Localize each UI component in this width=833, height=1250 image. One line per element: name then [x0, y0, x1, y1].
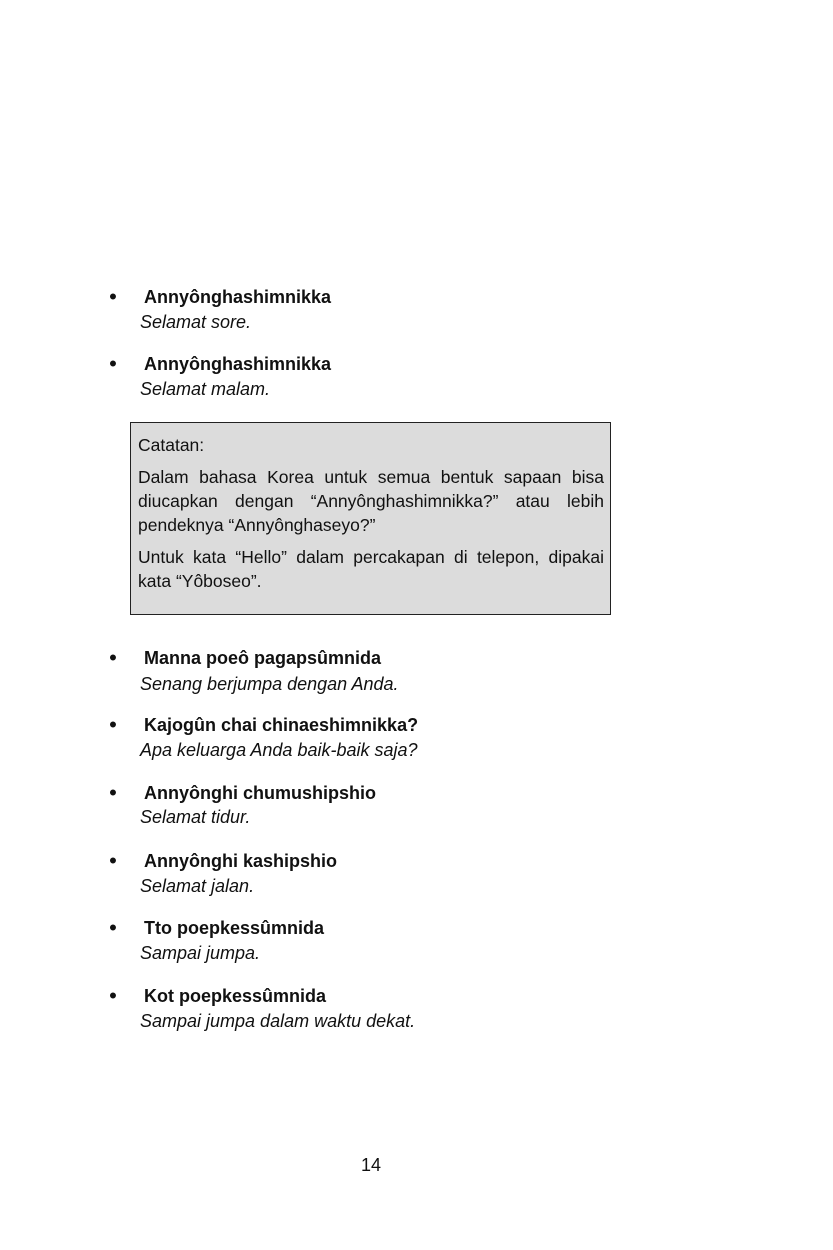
note-paragraph: Dalam bahasa Korea untuk semua bentuk sapaan bisa diucapkan dengan “Annyônghashimnikka?” atau lebih pendeknya “Annyônghaseyo?” [138, 467, 604, 535]
bullet-icon: • [109, 284, 117, 309]
note-box [130, 422, 611, 615]
bullet-icon: • [109, 780, 117, 805]
bullet-icon: • [109, 351, 117, 376]
korean-phrase: Kajogûn chai chinaeshimnikka? [144, 715, 419, 735]
korean-phrase: Manna poeô pagapsûmnida [144, 648, 382, 668]
bullet-icon: • [109, 848, 117, 873]
indonesian-translation: Apa keluarga Anda baik-baik saja? [140, 740, 418, 760]
page-number: 14 [360, 1155, 382, 1175]
bullet-icon: • [109, 712, 117, 737]
korean-phrase: Annyônghashimnikka [144, 287, 332, 307]
korean-phrase: Kot poepkessûmnida [144, 986, 327, 1006]
korean-phrase: Tto poepkessûmnida [144, 918, 325, 938]
bullet-icon: • [109, 645, 117, 670]
korean-phrase: Annyônghi kashipshio [144, 851, 338, 871]
indonesian-translation: Selamat sore. [140, 312, 252, 332]
indonesian-translation: Selamat jalan. [140, 876, 255, 896]
bullet-icon: • [109, 915, 117, 940]
indonesian-translation: Selamat tidur. [140, 807, 251, 827]
note-paragraph: Untuk kata “Hello” dalam percakapan di telepon, dipakai kata “Yôboseo”. [138, 547, 604, 591]
korean-phrase: Annyônghashimnikka [144, 354, 332, 374]
korean-phrase: Annyônghi chumushipshio [144, 783, 376, 803]
indonesian-translation: Senang berjumpa dengan Anda. [140, 674, 399, 694]
note-title: Catatan: [138, 435, 205, 455]
indonesian-translation: Sampai jumpa dalam waktu dekat. [140, 1011, 416, 1031]
indonesian-translation: Selamat malam. [140, 379, 271, 399]
indonesian-translation: Sampai jumpa. [140, 943, 261, 963]
bullet-icon: • [109, 983, 117, 1008]
